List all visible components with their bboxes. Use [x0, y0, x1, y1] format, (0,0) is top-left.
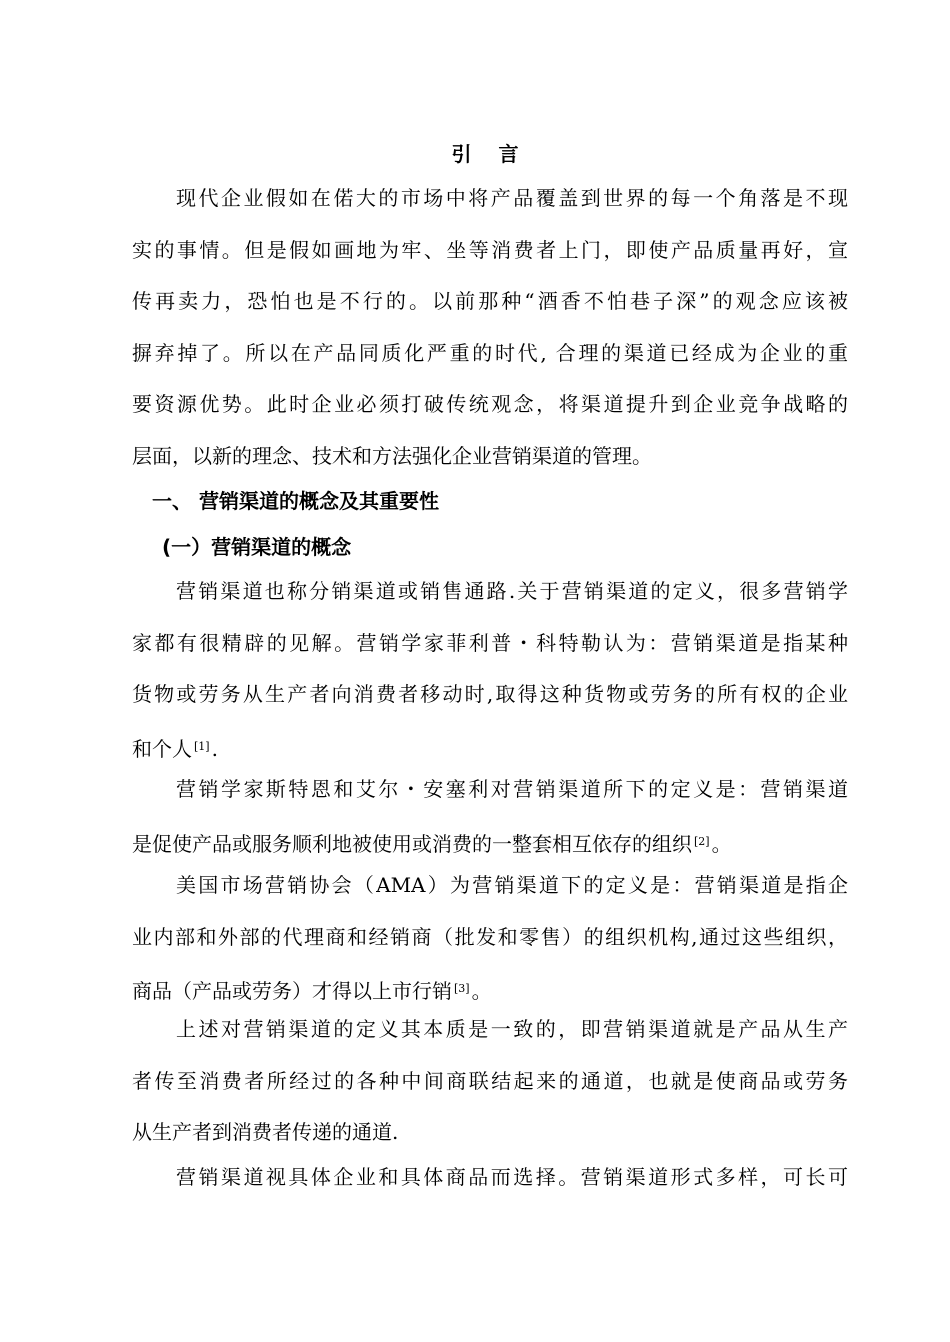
line-end: 。	[711, 831, 732, 856]
paragraph-definition-stern	[132, 764, 848, 870]
text-line: 现代企业假如在偌大的市场中将产品覆盖到世界的每一个角落是不现	[176, 186, 848, 210]
text-line: 实的事情。但是假如画地为牢、坐等消费者上门，即使产品质量再好，宣	[132, 237, 848, 262]
citation-ref: [1]	[194, 739, 210, 753]
paragraph-definition-kotler	[132, 566, 848, 775]
section-heading: 一、 营销渠道的概念及其重要性	[152, 489, 439, 513]
text-line: 者传至消费者所经过的各种中间商联结起来的通道，也就是使商品或劳务	[132, 1068, 848, 1093]
text-line: 摒弃掉了。所以在产品同质化严重的时代, 合理的渠道已经成为企业的重	[132, 340, 848, 365]
text-line: 上述对营销渠道的定义其本质是一致的，即营销渠道就是产品从生产	[176, 1017, 848, 1041]
text-line: 货物或劳务从生产者向消费者移动时,取得这种货物或劳务的所有权的企业	[132, 682, 848, 706]
citation-ref: [3]	[454, 982, 470, 995]
citation-ref: [2]	[694, 834, 710, 848]
line-text: 和个人	[132, 736, 192, 761]
paragraph-channel-selection	[132, 1152, 848, 1204]
text-line: 营销学家斯特恩和艾尔・安塞利对营销渠道所下的定义是：营销渠道	[176, 777, 848, 801]
page-title: 引 言	[451, 142, 529, 166]
subsection-heading: (一）营销渠道的概念	[162, 535, 352, 559]
line-end: .	[211, 736, 218, 761]
line-text: 是促使产品或服务顺利地被使用或消费的一整套相互依存的组织	[132, 831, 692, 856]
text-line: 要资源优势。此时企业必须打破传统观念，将渠道提升到企业竞争战略的	[132, 392, 848, 416]
paragraph-definition-ama	[132, 860, 848, 1018]
paragraph-summary	[132, 1004, 848, 1159]
text-line: 营销渠道视具体企业和具体商品而选择。营销渠道形式多样，可长可	[176, 1165, 848, 1189]
text-line: 层面，以新的理念、技术和方法强化企业营销渠道的管理。	[132, 443, 652, 468]
text-line: 业内部和外部的代理商和经销商（批发和零售）的组织机构,通过这些组织，	[132, 924, 848, 949]
text-line: 传再卖力，恐怕也是不行的。以前那种“酒香不怕巷子深”的观念应该被	[132, 289, 848, 313]
text-line: 营销渠道也称分销渠道或销售通路.关于营销渠道的定义，很多营销学	[176, 579, 848, 603]
intro-paragraph	[132, 173, 848, 482]
text-line: 美国市场营销协会（AMA）为营销渠道下的定义是：营销渠道是指企	[176, 873, 848, 897]
text-line: 从生产者到消费者传递的通道.	[132, 1120, 399, 1144]
line-text: 商品（产品或劳务）才得以上市行销	[132, 979, 452, 1003]
text-line: 家都有很精辟的见解。营销学家菲利普・科特勒认为：营销渠道是指某种	[132, 630, 848, 655]
line-end: 。	[471, 979, 492, 1003]
